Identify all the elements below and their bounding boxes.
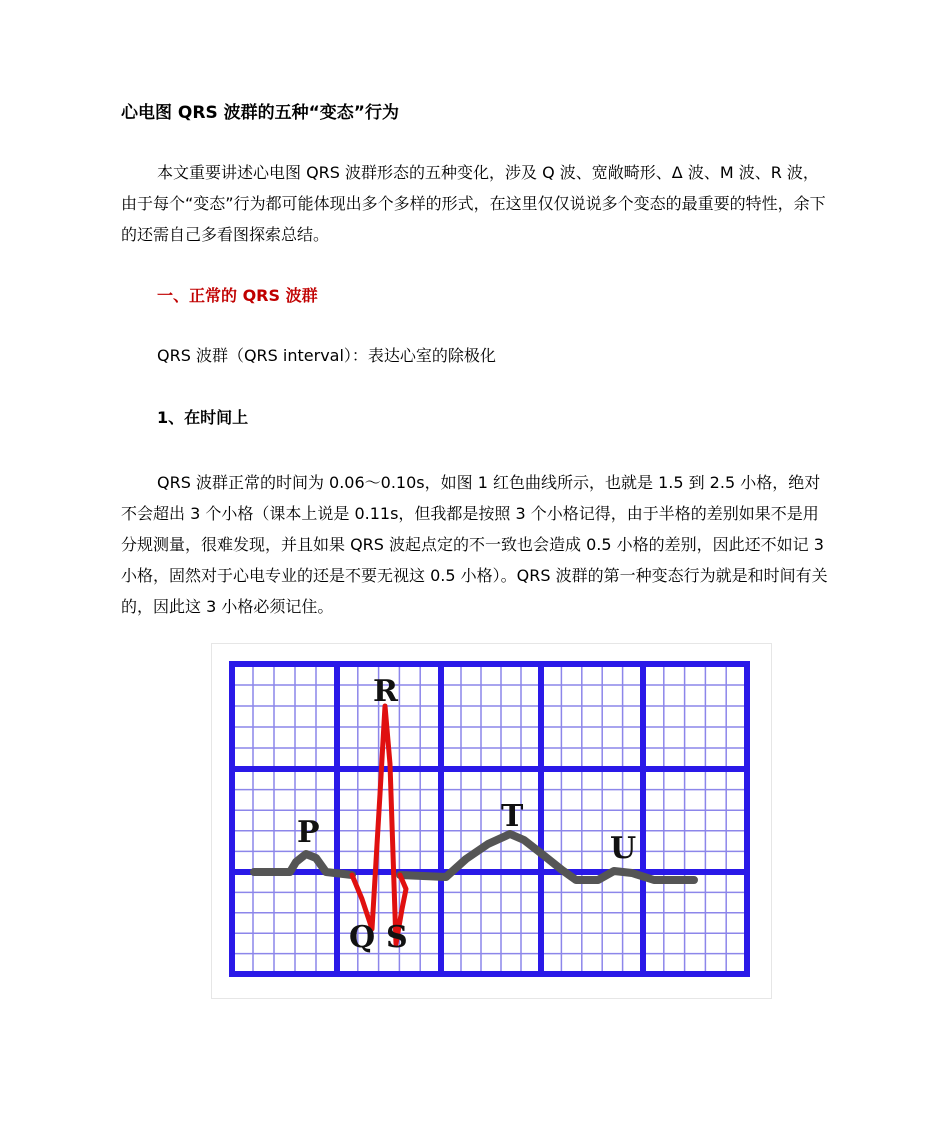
q-wave-label: Q — [349, 920, 376, 955]
section-heading: 一、正常的 QRS 波群 — [157, 286, 318, 305]
subheading-time: 1、在时间上 — [157, 408, 249, 427]
t-wave-label: T — [501, 799, 524, 834]
document-title: 心电图 QRS 波群的五种“变态”行为 — [121, 103, 399, 123]
time-paragraph: QRS 波群正常的时间为 0.06～0.10s，如图 1 红色曲线所示，也就是 1.5 到 2.5 小格，绝对不会超出 3 个小格（课本上说是 0.11s，但我都是按照 3 个小格记得，由于半格的差别如果不是用分规测量，很难发现，并且如果 QRS 波起点定的不一致也会造成 0.5 小格的差别，因此还不如记 3 小格，固然对于心电专业的还是不要无视这 0.5 小格）。QRS 波群的第一种变态行为就是和时间有关的，因此这 3 小格必须记住。 — [121, 473, 828, 616]
ecg-diagram — [212, 644, 773, 1000]
intro-paragraph: 本文重要讲述心电图 QRS 波群形态的五种变化，涉及 Q 波、宽敞畸形、Δ 波、M 波、R 波，由于每个“变态”行为都可能体现出多个多样的形式，在这里仅仅说说多个变态的最重要的特性，余下的还需自己多看图探索总结。 — [121, 163, 826, 244]
qrs-definition: QRS 波群（QRS interval）：表达心室的除极化 — [157, 346, 496, 365]
s-wave-label: S — [386, 920, 408, 955]
p-wave-label: P — [297, 815, 320, 850]
ecg-figure — [211, 643, 772, 999]
u-wave-label: U — [610, 831, 637, 866]
r-wave-label: R — [373, 674, 398, 709]
